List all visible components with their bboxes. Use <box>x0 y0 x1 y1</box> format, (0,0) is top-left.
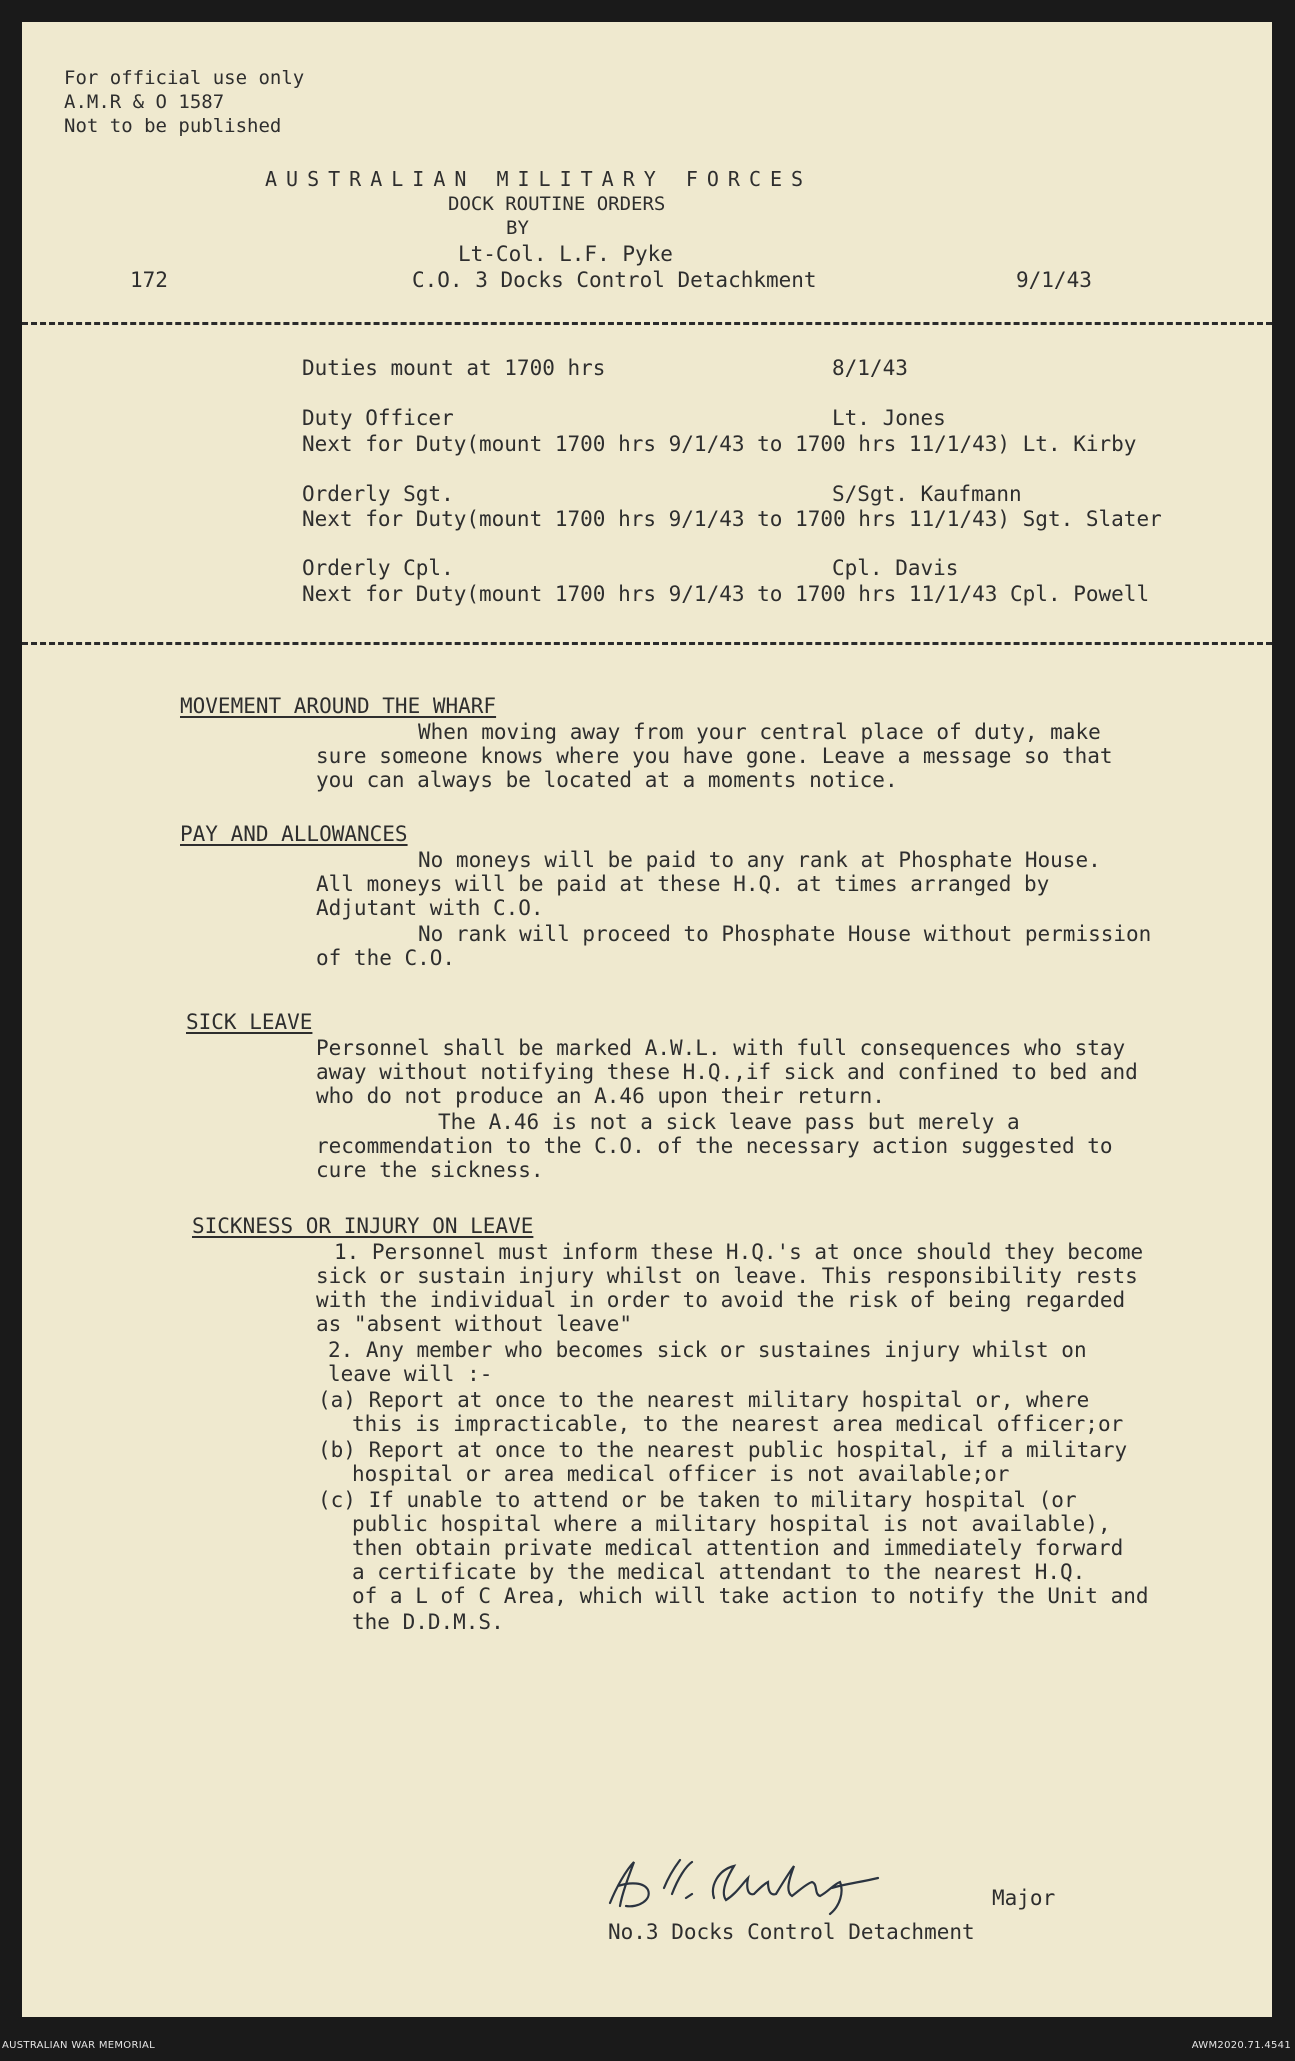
injury-line-6: leave will :- <box>328 1362 493 1386</box>
orderly-cpl-next: Next for Duty(mount 1700 hrs 9/1/43 to 1700 hrs 11/1/43 Cpl. Powell <box>302 582 1150 606</box>
injury-line-9: (b) Report at once to the nearest public hospital, if a military <box>318 1438 1128 1462</box>
sick-line-6: cure the sickness. <box>316 1158 544 1182</box>
injury-line-11: (c) If unable to attend or be taken to military hospital (or <box>318 1488 1077 1512</box>
signatory-rank: Major <box>992 1886 1056 1910</box>
pay-line-4: No rank will proceed to Phosphate House without permission <box>418 922 1152 946</box>
injury-line-2: sick or sustain injury whilst on leave. This responsibility rests <box>316 1264 1138 1288</box>
pay-line-2: All moneys will be paid at these H.Q. at times arranged by <box>316 872 1050 896</box>
heading-pay: PAY AND ALLOWANCES <box>180 822 408 846</box>
divider-bottom <box>22 642 1272 645</box>
injury-line-5: 2. Any member who becomes sick or sustaines injury whilst on <box>328 1338 1087 1362</box>
signatory-unit: No.3 Docks Control Detachment <box>608 1920 975 1944</box>
order-date: 9/1/43 <box>1016 268 1092 292</box>
duties-mount-date: 8/1/43 <box>832 356 908 380</box>
handwritten-signature <box>582 1848 922 1918</box>
duties-mount-label: Duties mount at 1700 hrs <box>302 356 606 380</box>
injury-line-3: with the individual in order to avoid the risk of being regarded <box>316 1288 1126 1312</box>
duty-officer-role: Duty Officer <box>302 406 454 430</box>
heading-sick-leave: SICK LEAVE <box>186 1010 313 1034</box>
movement-line-3: you can always be located at a moments notice. <box>316 768 898 792</box>
movement-line-1: When moving away from your central place of duty, make <box>418 720 1101 744</box>
document-subtitle: DOCK ROUTINE ORDERS <box>448 193 666 215</box>
amr-reference: A.M.R & O 1587 <box>64 91 225 113</box>
pay-line-3: Adjutant with C.O. <box>316 896 544 920</box>
injury-line-12: public hospital where a military hospital is not available), <box>352 1512 1111 1536</box>
archive-reference: AWM2020.71.4541 <box>1191 2040 1291 2051</box>
orderly-cpl-role: Orderly Cpl. <box>302 556 454 580</box>
duty-officer-next: Next for Duty(mount 1700 hrs 9/1/43 to 1700 hrs 11/1/43) Lt. Kirby <box>302 432 1137 456</box>
by-line: BY <box>506 217 529 239</box>
orderly-cpl-current: Cpl. Davis <box>832 556 959 580</box>
injury-line-4: as "absent without leave" <box>316 1312 633 1336</box>
archive-credit: AUSTRALIAN WAR MEMORIAL <box>2 2040 155 2051</box>
sick-line-1: Personnel shall be marked A.W.L. with full consequences who stay <box>316 1036 1126 1060</box>
not-published-line: Not to be published <box>64 115 282 137</box>
document-page <box>22 22 1272 2017</box>
commander-name: Lt-Col. L.F. Pyke <box>458 242 673 266</box>
order-number: 172 <box>130 268 168 292</box>
movement-line-2: sure someone knows where you have gone. Leave a message so that <box>316 744 1113 768</box>
orderly-sgt-role: Orderly Sgt. <box>302 482 454 506</box>
injury-line-10: hospital or area medical officer is not available;or <box>352 1462 1010 1486</box>
heading-injury: SICKNESS OR INJURY ON LEAVE <box>192 1214 534 1238</box>
pay-line-1: No moneys will be paid to any rank at Phosphate House. <box>418 848 1101 872</box>
unit-name: C.O. 3 Docks Control Detachkment <box>412 268 817 292</box>
orderly-sgt-next: Next for Duty(mount 1700 hrs 9/1/43 to 1700 hrs 11/1/43) Sgt. Slater <box>302 507 1162 531</box>
duty-officer-current: Lt. Jones <box>832 406 946 430</box>
injury-line-15: of a L of C Area, which will take action to notify the Unit and <box>352 1584 1149 1608</box>
pay-line-5: of the C.O. <box>316 946 456 970</box>
injury-line-14: a certificate by the medical attendant to the nearest H.Q. <box>352 1560 1086 1584</box>
injury-line-7: (a) Report at once to the nearest military hospital or, where <box>318 1388 1090 1412</box>
sick-line-3: who do not produce an A.46 upon their return. <box>316 1084 885 1108</box>
heading-movement: MOVEMENT AROUND THE WHARF <box>180 694 497 718</box>
orderly-sgt-current: S/Sgt. Kaufmann <box>832 482 1022 506</box>
document-title: AUSTRALIAN MILITARY FORCES <box>265 167 813 191</box>
sick-line-5: recommendation to the C.O. of the necessary action suggested to <box>316 1134 1113 1158</box>
sick-line-4: The A.46 is not a sick leave pass but merely a <box>438 1110 1020 1134</box>
injury-line-13: then obtain private medical attention and immediately forward <box>352 1536 1124 1560</box>
sick-line-2: away without notifying these H.Q.,if sick and confined to bed and <box>316 1060 1138 1084</box>
injury-line-1: 1. Personnel must inform these H.Q.'s at once should they become <box>334 1240 1144 1264</box>
injury-line-8: this is impracticable, to the nearest area medical officer;or <box>352 1412 1124 1436</box>
injury-line-16: the D.D.M.S. <box>352 1610 504 1634</box>
official-use-line: For official use only <box>64 67 305 89</box>
divider-top <box>22 322 1272 325</box>
